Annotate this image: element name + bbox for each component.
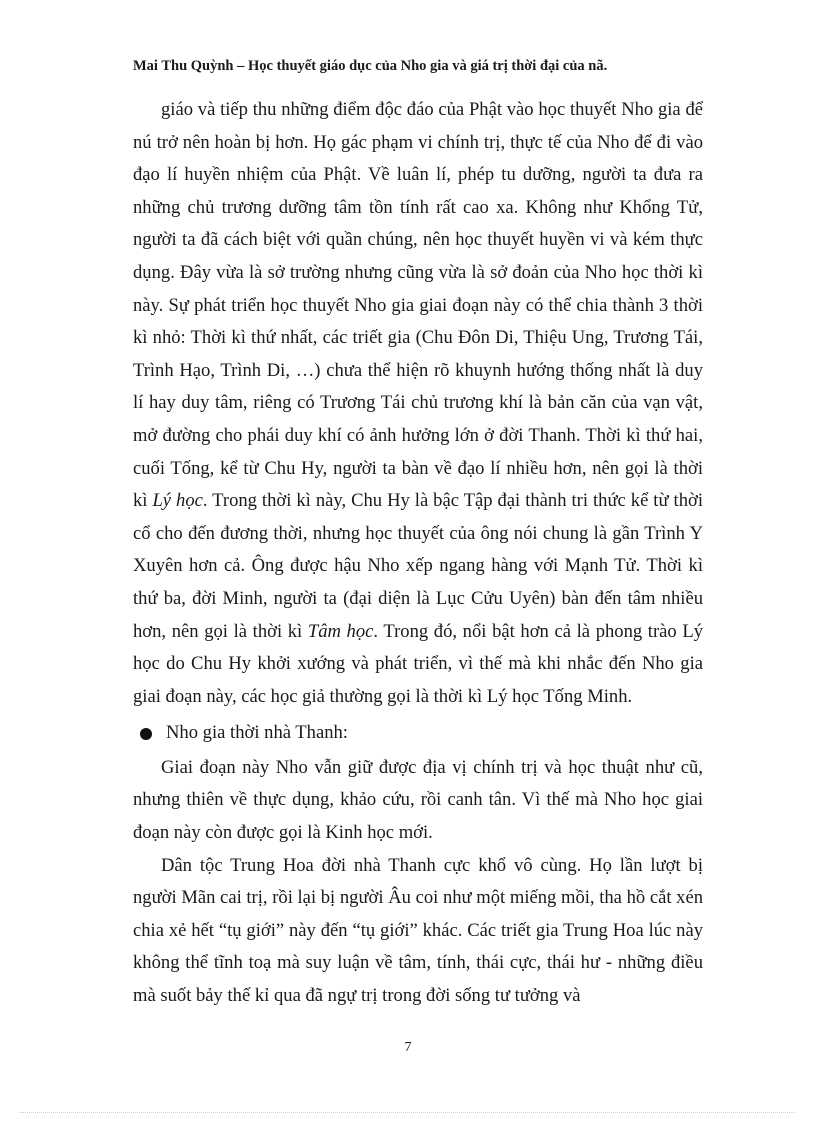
paragraph	[133, 94, 703, 713]
bullet-item	[133, 717, 703, 750]
running-header: Mai Thu Quỳnh – Học thuyết giáo dục của Nho gia và giá trị thời đại của nã.	[133, 58, 608, 74]
document-body	[133, 94, 703, 1013]
paragraph-text: . Trong đó, nổi bật hơn cả là phong trào Lý học do Chu Hy khởi xướng và phát triển, vì thế mà khi nhắc đến Nho gia giai đoạn này, các học giả thường gọi là thời kì Lý học Tống Minh.	[133, 620, 704, 707]
bullet-icon	[140, 728, 152, 740]
page-number: 7	[404, 1040, 412, 1055]
paragraph-text: giáo và tiếp thu những điểm độc đáo của Phật vào học thuyết Nho gia để nú trở nên hoàn bị hơn. Họ gác phạm vi chính trị, thực tế của Nho để đi vào đạo lí huyền nhiệm của Phật. Về luân lí, phép tu dưỡng, người ta đưa ra những chủ trương dưỡng tâm tồn tính rất cao xa. Không như Khổng Tử, người ta đã cách biệt với quần chúng, nên học thuyết huyền vi và kém thực dụng. Đây vừa là sở trường nhưng cũng vừa là sở đoản của Nho học thời kì này. Sự phát triển học thuyết Nho gia giai đoạn này có thể chia thành 3 thời kì nhỏ: Thời kì thứ nhất, các triết gia (Chu Đôn Di, Thiệu Ung, Trương Tái, Trình Hạo, Trình Di, …) chưa thể hiện rõ khuynh hướng thống nhất là duy lí hay duy tâm, riêng có Trương Tái chủ trương khí là bản căn của vạn vật, mở đường cho phái duy khí có ảnh hưởng lớn ở đời Thanh. Thời kì thứ hai, cuối Tống, kể từ Chu Hy, người ta bàn về đạo lí nhiều hơn, nên gọi là thời kì	[133, 99, 703, 512]
paragraph: Giai đoạn này Nho vẫn giữ được địa vị chính trị và học thuật như cũ, nhưng thiên về thực dụng, khảo cứu, rồi canh tân. Vì thế mà Nho học giai đoạn này còn được gọi là Kinh học mới.	[133, 756, 703, 844]
paragraph: Dân tộc Trung Hoa đời nhà Thanh cực khổ vô cùng. Họ lần lượt bị người Mãn cai trị, rồi lại bị người Âu coi như một miếng mồi, tha hồ cắt xén chia xẻ hết “tụ giới” này đến “tụ giới” khác. Các triết gia Trung Hoa lúc này không thể tĩnh toạ mà suy luận về tâm, tính, thái cực, thái hư - những điều mà suốt bảy thế kỉ qua đã ngự trị trong đời sống tư tưởng và	[133, 854, 703, 1007]
page-bottom-divider	[20, 1112, 796, 1113]
emphasized-term: Tâm học	[307, 620, 374, 642]
emphasized-term: Lý học	[152, 490, 203, 512]
paragraph-text: . Trong thời kì này, Chu Hy là bậc Tập đại thành tri thức kể từ thời cổ cho đến đương thời, nhưng học thuyết của ông nói chung là gần Trình Y Xuyên hơn cả. Ông được hậu Nho xếp ngang hàng với Mạnh Tử. Thời kì thứ ba, đời Minh, người ta (đại diện là Lục Cửu Uyên) bàn đến tâm nhiều hơn, nên gọi là thời kì	[133, 490, 703, 642]
bullet-text: Nho gia thời nhà Thanh:	[166, 722, 348, 744]
